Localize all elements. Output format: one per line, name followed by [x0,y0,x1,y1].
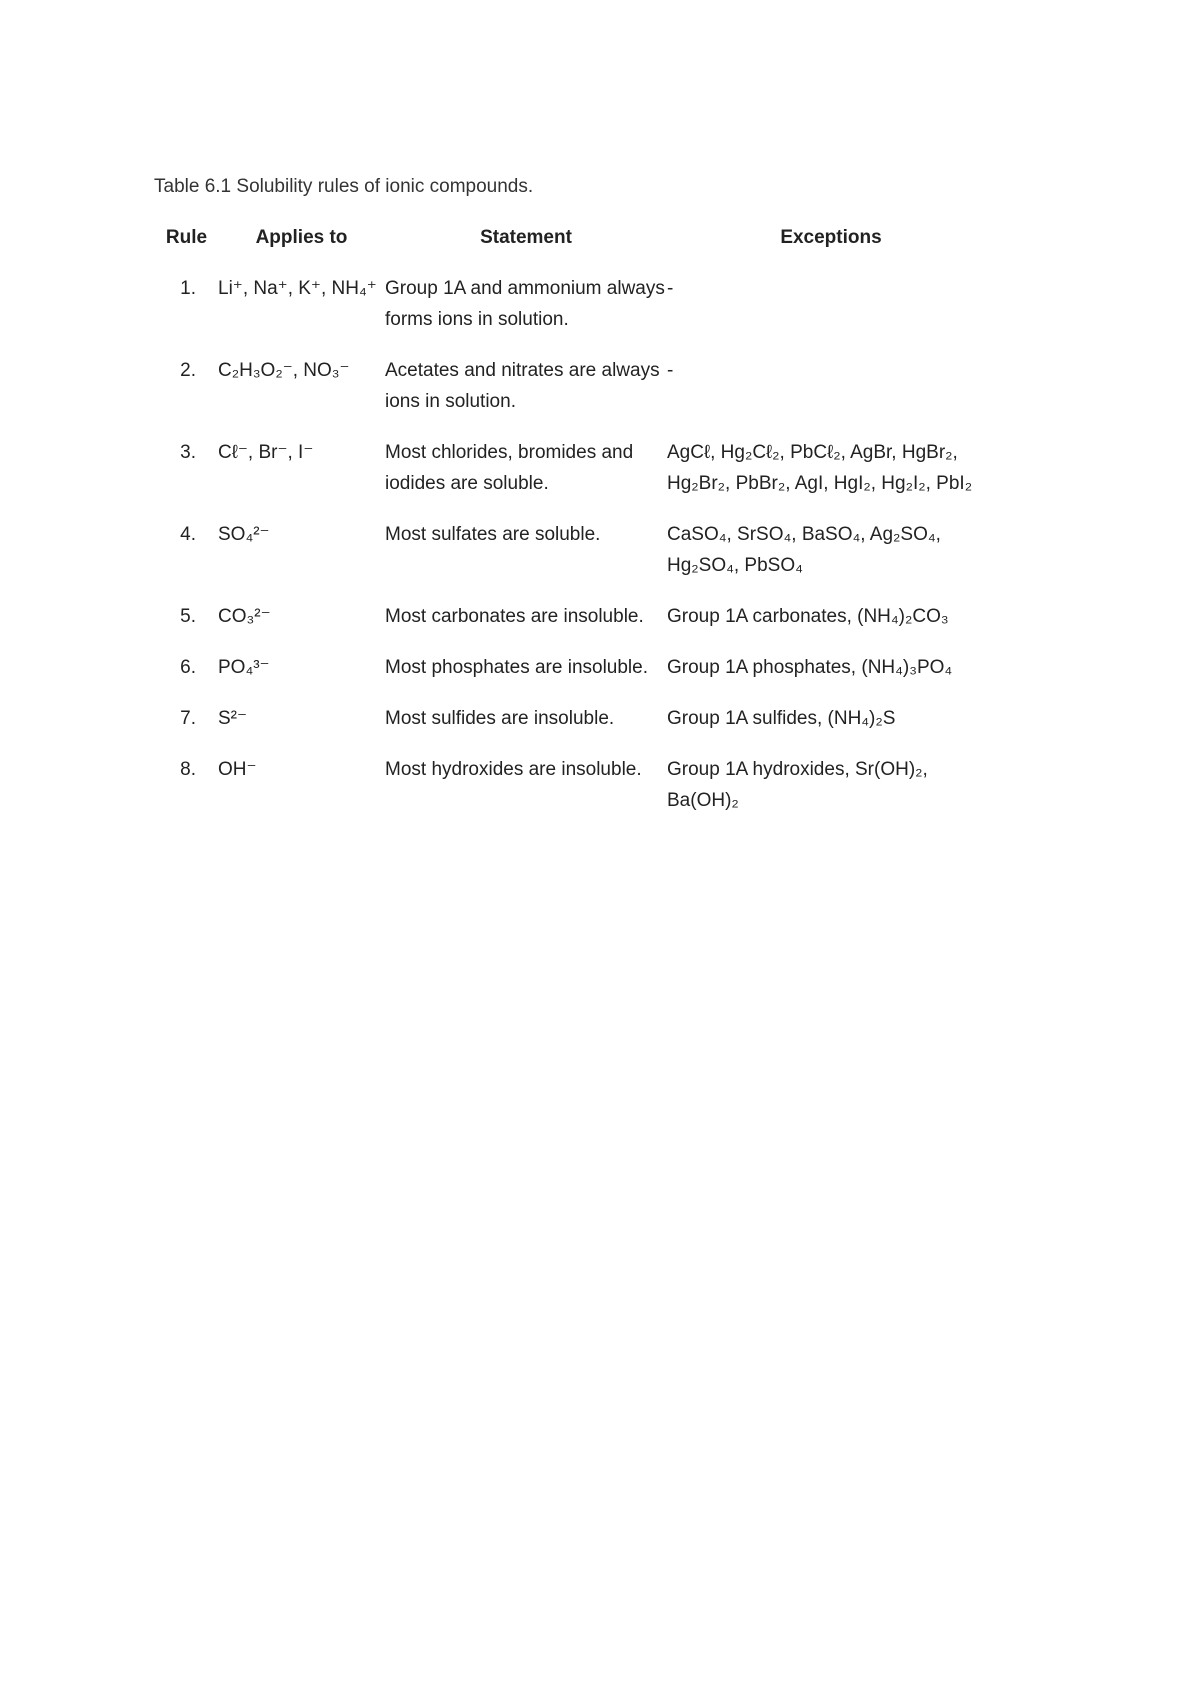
exceptions-cell: Group 1A sulfides, (NH₄)₂S [667,708,896,729]
table-row [155,754,995,836]
statement-cell: Acetates and nitrates are always ions in solution. [385,360,660,412]
exceptions-cell: CaSO₄, SrSO₄, BaSO₄, Ag₂SO₄, Hg₂SO₄, PbSO₄ [667,524,941,576]
table-caption: Table 6.1 Solubility rules of ionic compounds. [154,176,534,197]
applies-to-cell: C₂H₃O₂⁻, NO₃⁻ [218,360,350,381]
table-row [155,703,995,754]
statement-cell: Group 1A and ammonium always forms ions in solution. [385,278,665,330]
table-row [155,273,995,355]
exceptions-cell: Group 1A carbonates, (NH₄)₂CO₃ [667,606,949,627]
solubility-rules-table [155,222,995,836]
rule-number: 6. [180,657,196,678]
applies-to-cell: OH⁻ [218,759,257,780]
exceptions-cell: Group 1A phosphates, (NH₄)₃PO₄ [667,657,953,678]
applies-to-cell: PO₄³⁻ [218,657,270,678]
exceptions-cell: AgCℓ, Hg₂Cℓ₂, PbCℓ₂, AgBr, HgBr₂, Hg₂Br₂, PbBr₂, AgI, HgI₂, Hg₂I₂, PbI₂ [667,442,973,494]
table-row [155,652,995,703]
applies-to-cell: SO₄²⁻ [218,524,270,545]
applies-to-cell: Li⁺, Na⁺, K⁺, NH₄⁺ [218,278,377,299]
exceptions-cell: - [667,278,674,299]
statement-cell: Most phosphates are insoluble. [385,657,648,678]
applies-to-cell: CO₃²⁻ [218,606,271,627]
rule-number: 5. [180,606,196,627]
table-row [155,601,995,652]
statement-cell: Most sulfates are soluble. [385,524,601,545]
header-statement: Statement [480,227,572,248]
rule-number: 3. [180,442,196,463]
table-header-row [155,222,995,273]
table-row [155,437,995,519]
applies-to-cell: S²⁻ [218,708,248,729]
statement-cell: Most carbonates are insoluble. [385,606,644,627]
table-row [155,519,995,601]
header-rule: Rule [165,227,208,248]
header-exceptions: Exceptions [780,227,882,248]
statement-cell: Most hydroxides are insoluble. [385,759,642,780]
rule-number: 7. [180,708,196,729]
rule-number: 2. [180,360,196,381]
header-applies-to: Applies to [255,227,348,248]
rule-number: 8. [180,759,196,780]
rule-number: 4. [180,524,196,545]
statement-cell: Most chlorides, bromides and iodides are soluble. [385,442,634,494]
applies-to-cell: Cℓ⁻, Br⁻, I⁻ [218,442,314,463]
rule-number: 1. [180,278,196,299]
exceptions-cell: Group 1A hydroxides, Sr(OH)₂, Ba(OH)₂ [667,759,928,811]
exceptions-cell: - [667,360,674,381]
statement-cell: Most sulfides are insoluble. [385,708,615,729]
table-row [155,355,995,437]
